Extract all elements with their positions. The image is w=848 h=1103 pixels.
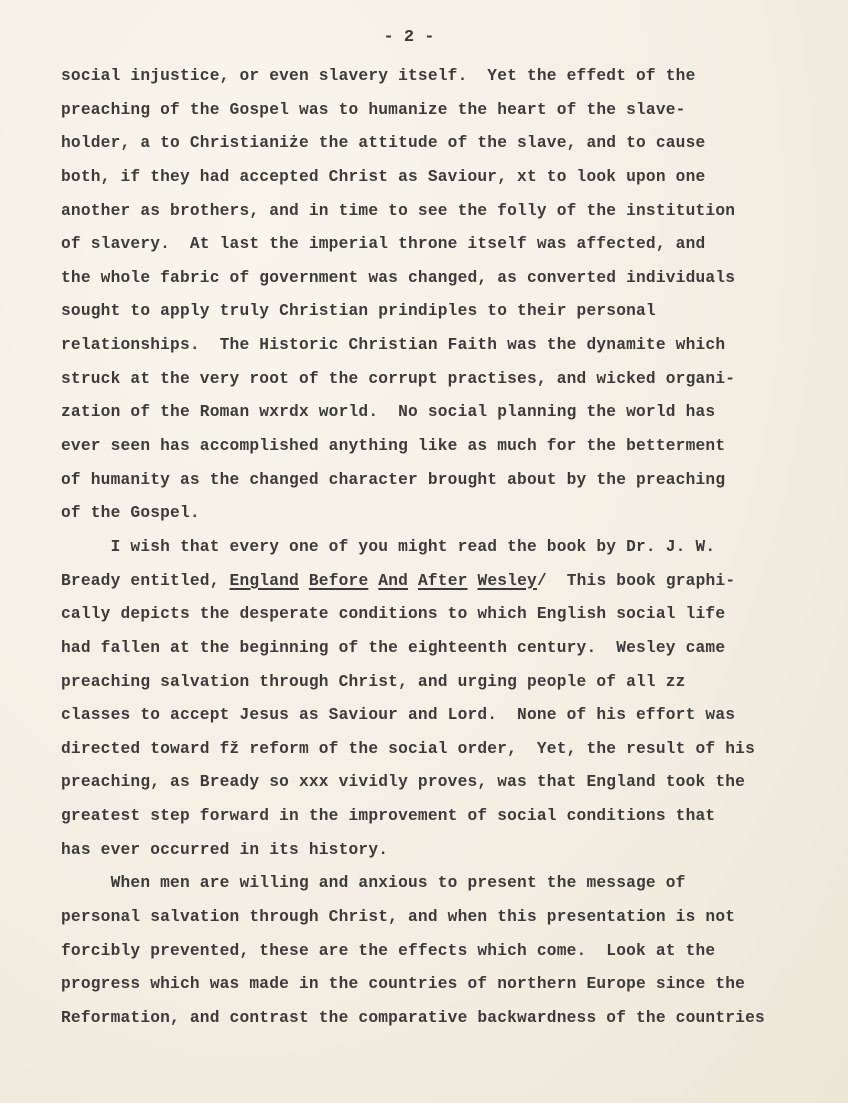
text-line: preaching, as Bready so xxx vividly proves, was that England took the — [61, 773, 746, 792]
text-line: preaching of the Gospel was to humanize the heart of the slave- — [61, 100, 686, 119]
text-line: holder, a to Christianiże the attitude of the slave, and to cause — [61, 134, 706, 153]
text-line: I wish that every one of you might read the book by Dr. J. W. — [61, 537, 716, 556]
text-line: personal salvation through Christ, and when this presentation is not — [61, 908, 736, 927]
text-line: ever seen has accomplished anything like as much for the betterment — [61, 437, 726, 456]
text-line: had fallen at the beginning of the eighteenth century. Wesley came — [61, 638, 726, 657]
book-title-word: Before — [308, 571, 369, 590]
text-line: both, if they had accepted Christ as Saviour, xt to look upon one — [61, 167, 706, 186]
page-number: - 2 - — [383, 28, 435, 47]
text-line: social injustice, or even slavery itself. Yet the effedt of the — [61, 67, 696, 85]
text-line-book-title — [61, 565, 841, 599]
text-line: has ever occurred in its history. — [61, 840, 389, 859]
text-line: another as brothers, and in time to see the folly of the institution — [61, 201, 736, 220]
text-line: preaching salvation through Christ, and urging people of all zz — [61, 672, 686, 691]
text-line: directed toward fž reform of the social order, Yet, the result of his — [61, 739, 755, 758]
text-line: forcibly prevented, these are the effects which come. Look at the — [61, 941, 716, 960]
book-title-word: England — [229, 571, 299, 590]
text-line: sought to apply truly Christian prindiples to their personal — [61, 302, 656, 321]
text-line: cally depicts the desperate conditions to which English social life — [61, 605, 726, 624]
text-line: Reformation, and contrast the comparative backwardness of the countries — [61, 1008, 765, 1027]
body-text — [61, 60, 841, 1036]
book-suffix: / This book graphi- — [536, 571, 736, 590]
text-line: struck at the very root of the corrupt practises, and wicked organi- — [61, 369, 736, 388]
text-line: of humanity as the changed character brought about by the preaching — [61, 470, 726, 489]
text-line: zation of the Roman wxrdx world. No social planning the world has — [61, 403, 716, 422]
book-title-word: Wesley — [477, 571, 537, 590]
text-line: of the Gospel. — [61, 504, 200, 523]
book-title-word: And — [378, 571, 409, 590]
book-title-word: After — [417, 571, 468, 590]
text-line: progress which was made in the countries of northern Europe since the — [61, 975, 746, 994]
text-line: greatest step forward in the improvement of social conditions that — [61, 807, 716, 826]
text-line: When men are willing and anxious to present the message of — [61, 874, 686, 893]
text-line: relationships. The Historic Christian Faith was the dynamite which — [61, 336, 726, 355]
text-line: classes to accept Jesus as Saviour and Lord. None of his effort was — [61, 706, 736, 725]
text-line: the whole fabric of government was changed, as converted individuals — [61, 268, 736, 287]
book-prefix: Bready entitled, — [61, 571, 230, 590]
text-line: of slavery. At last the imperial throne itself was affected, and — [61, 235, 706, 254]
